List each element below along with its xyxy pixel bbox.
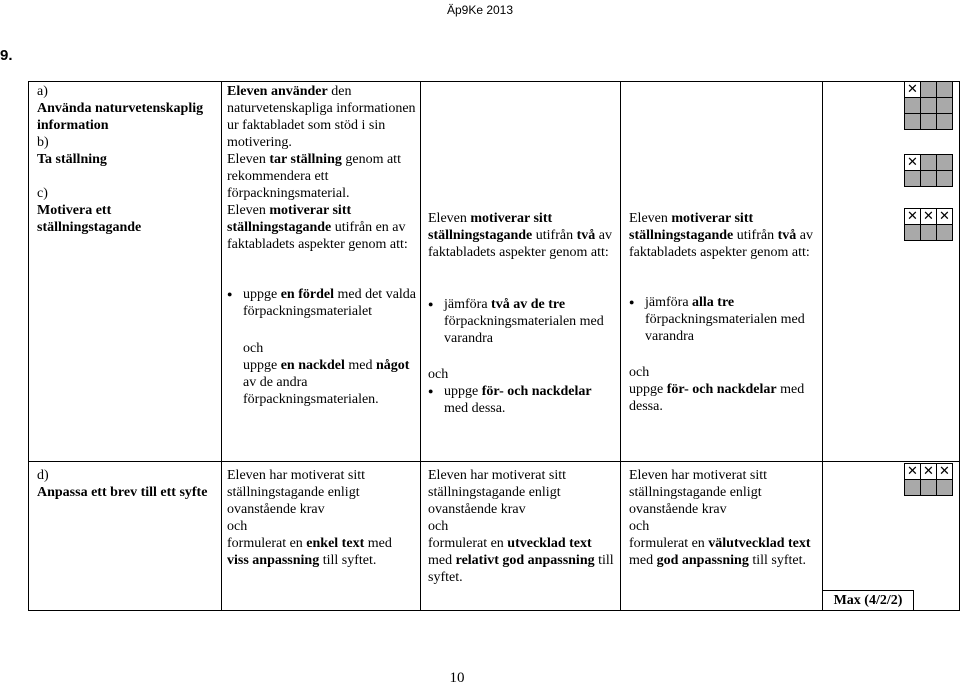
score-square bbox=[937, 480, 952, 495]
column-divider bbox=[822, 81, 823, 611]
criterion-d-text: Anpassa ett brev till ett syfte bbox=[37, 485, 208, 500]
score-mark-icon: ✕ bbox=[905, 155, 920, 170]
score-grid-d bbox=[904, 463, 953, 496]
score-mark-icon: ✕ bbox=[921, 209, 936, 224]
criterion-c-text: Motivera ett ställningstagande bbox=[37, 203, 142, 235]
level-c-letter-requirement: Eleven har motiverat sitt ställningstagande enligt ovanstående krav bbox=[428, 468, 567, 517]
level-e-bullet: ● uppge en fördel med det valda förpackningsmaterialet bbox=[227, 286, 417, 320]
score-mark-icon: ✕ bbox=[905, 82, 920, 97]
level-a-letter-requirement: Eleven har motiverat sitt ställningstagande enligt ovanstående krav bbox=[629, 468, 768, 517]
column-divider bbox=[221, 81, 222, 611]
criterion-a-letter: a) bbox=[37, 84, 48, 99]
score-square bbox=[921, 114, 936, 129]
level-a-cell bbox=[629, 210, 819, 415]
score-square bbox=[921, 225, 936, 240]
level-e-letter-cell bbox=[227, 467, 417, 569]
level-a-bullet-compare: ● jämföra alla tre förpackningsmaterialen med varandra bbox=[629, 294, 819, 345]
score-grid-c bbox=[904, 208, 953, 241]
criterion-b-letter: b) bbox=[37, 135, 49, 150]
criteria-abc bbox=[37, 83, 217, 236]
score-square bbox=[921, 171, 936, 186]
score-square bbox=[905, 171, 920, 186]
score-square bbox=[921, 155, 936, 170]
score-square bbox=[937, 98, 952, 113]
level-c-bullet-proscons: ● uppge för- och nackdelar med dessa. bbox=[428, 383, 616, 417]
score-mark-icon: ✕ bbox=[921, 464, 936, 479]
score-square bbox=[937, 225, 952, 240]
criterion-d-letter: d) bbox=[37, 468, 49, 483]
level-c-motivate: Eleven motiverar sitt ställningstagande utifrån två av faktabladets aspekter genom att: bbox=[428, 211, 612, 260]
score-square bbox=[905, 480, 920, 495]
level-e-letter-och: och bbox=[227, 519, 248, 534]
max-score-label: Max (4/2/2) bbox=[822, 590, 914, 610]
criterion-b-text: Ta ställning bbox=[37, 152, 107, 167]
row-divider bbox=[28, 461, 960, 462]
page-number: 10 bbox=[449, 670, 465, 686]
level-e-motivate: Eleven motiverar sitt ställningstagande utifrån en av faktabladets aspekter genom att: bbox=[227, 203, 408, 252]
header-code: Äp9Ke 2013 bbox=[446, 3, 514, 17]
level-a-letter-cell bbox=[629, 467, 819, 569]
score-square bbox=[937, 171, 952, 186]
level-c-letter-cell bbox=[428, 467, 616, 586]
score-mark-icon: ✕ bbox=[905, 464, 920, 479]
criteria-d bbox=[37, 467, 217, 501]
level-a-och: och bbox=[629, 365, 650, 380]
level-c-letter-och: och bbox=[428, 519, 449, 534]
score-square bbox=[905, 225, 920, 240]
level-c-letter-text: formulerat en utvecklad text med relativt god anpassning till syftet. bbox=[428, 536, 614, 585]
level-e-letter-text: formulerat en enkel text med viss anpassning till syftet. bbox=[227, 536, 392, 568]
score-square bbox=[921, 480, 936, 495]
level-e-letter-requirement: Eleven har motiverat sitt ställningstagande enligt ovanstående krav bbox=[227, 468, 366, 517]
level-e-och: och bbox=[243, 341, 264, 356]
level-a-motivate: Eleven motiverar sitt ställningstagande utifrån två av faktabladets aspekter genom att: bbox=[629, 211, 813, 260]
criterion-c-letter: c) bbox=[37, 186, 48, 201]
criterion-a-text: Använda naturvetenskaplig information bbox=[37, 101, 204, 133]
level-e-take-stand: Eleven tar ställning genom att rekommendera ett förpackningsmaterial. bbox=[227, 152, 401, 201]
score-grid-a bbox=[904, 81, 953, 130]
level-a-letter-text: formulerat en välutvecklad text med god anpassning till syftet. bbox=[629, 536, 811, 568]
score-mark-icon: ✕ bbox=[937, 209, 952, 224]
level-a-proscons: uppge för- och nackdelar med dessa. bbox=[629, 382, 805, 414]
score-square bbox=[937, 155, 952, 170]
level-a-letter-och: och bbox=[629, 519, 650, 534]
score-square bbox=[905, 114, 920, 129]
column-divider bbox=[420, 81, 421, 611]
column-divider bbox=[620, 81, 621, 611]
score-mark-icon: ✕ bbox=[937, 464, 952, 479]
level-c-och: och bbox=[428, 367, 449, 382]
level-e-disadvantage: uppge en nackdel med något av de andra förpackningsmaterialen. bbox=[243, 358, 410, 407]
question-number: 9. bbox=[0, 47, 13, 64]
score-grid-b bbox=[904, 154, 953, 187]
score-square bbox=[937, 114, 952, 129]
score-square bbox=[905, 98, 920, 113]
score-square bbox=[921, 82, 936, 97]
score-mark-icon: ✕ bbox=[905, 209, 920, 224]
level-c-cell bbox=[428, 210, 616, 417]
level-c-bullet-compare: ● jämföra två av de tre förpackningsmaterialen med varandra bbox=[428, 296, 616, 347]
score-square bbox=[937, 82, 952, 97]
level-e-cell bbox=[227, 83, 417, 408]
score-square bbox=[921, 98, 936, 113]
level-e-use-info: Eleven använder den naturvetenskapliga informationen ur faktabladet som stöd i sin motivering. bbox=[227, 84, 416, 150]
